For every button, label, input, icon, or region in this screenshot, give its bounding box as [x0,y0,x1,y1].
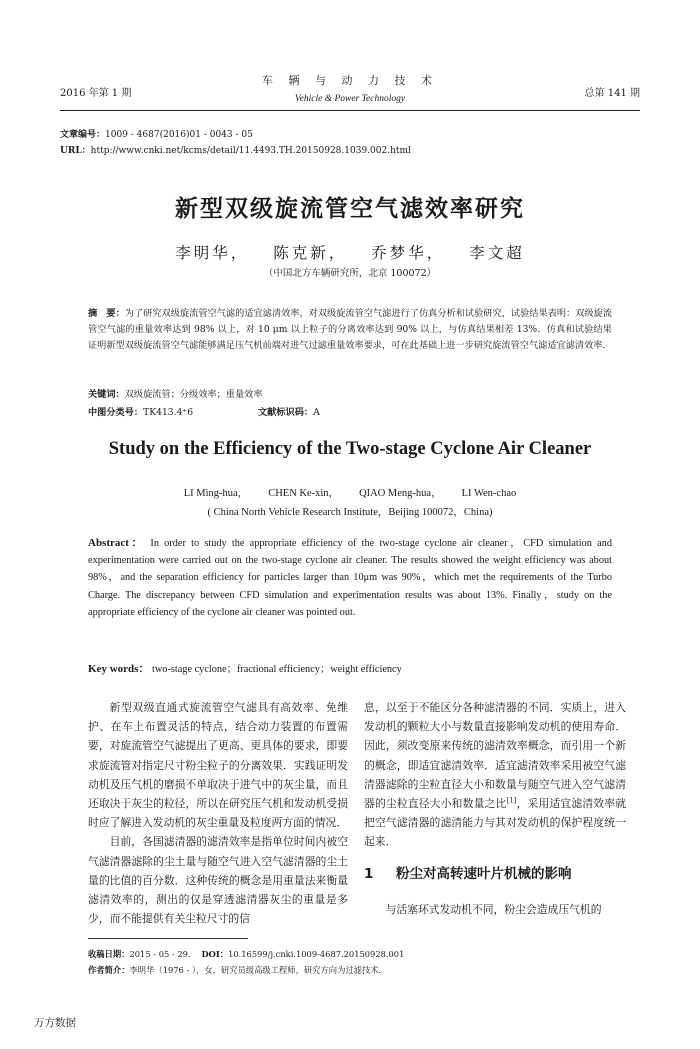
paper-title-zh: 新型双级旋流管空气滤效率研究 [175,196,525,222]
classification-zh [88,404,612,418]
author-zh-2: 陈克新， [273,244,348,262]
author-en-2: CHEN Ke-xin， [268,488,340,499]
abstract-en-text: In order to study the appropriate efficiency of the two-stage cyclone air cleaner，CFD simulation and experimentation were carried out on the two-stage cyclone air cleaner. The results showed the weight efficiency was about 98%，and the separation efficiency for particles larger than 10μm was 90%，which met the requirements of the Turbo Charge. The discrepancy between CFD simulation and experimentation results was about 13%. Finally，study on the appropriate efficiency of the cyclone air cleaner was pointed out. [88,538,612,618]
keywords-zh [88,386,612,400]
document-code-label: 文献标识码： [258,407,314,418]
running-header [60,72,640,108]
citation-ref[interactable]: [1] [506,796,517,805]
body-text: 息，以至于不能区分各种滤清器的不同．实质上，进入发动机的颗粒大小与数量直接影响发动机的使用寿命．因此，须改变原来传统的滤清效率概念，而引用一个新的概念，即适宜滤清效率．适宜滤清效率采用被空气滤清器滤除的尘粒直径大小和数量与随空气进入空气滤清器的尘粒直径大小和数量之比 [364,701,626,811]
section-heading [364,862,572,882]
footnote-rule [88,938,248,939]
body-paragraph [364,698,626,852]
keywords-zh-text: 双级旋流管；分级效率；重量效率 [124,389,263,400]
body-paragraph: 与活塞环式发动机不同，粉尘会造成压气机的 [385,903,602,916]
footnote-author [88,964,640,976]
header-rule [60,110,640,111]
authors-zh [0,241,700,263]
document-code [258,404,320,418]
body-text: ，采用适宜滤清效率就把空气滤清器的滤清能力与其对发动机的保护程度统一起来． [364,797,627,849]
authors-en [0,485,700,500]
author-bio-value: 李明华（1976 - ），女，研究员级高级工程师，研究方向为过滤技术． [129,965,387,975]
document-code-value: A [313,407,320,418]
received-label: 收稿日期： [88,949,130,959]
article-url-value[interactable]: http://www.cnki.net/kcms/detail/11.4493.TH.20150928.1039.002.html [90,146,411,156]
journal-name-en: Vehicle & Power Technology [294,94,406,104]
doi-label: DOI： [201,949,229,959]
clc-label: 中图分类号： [88,407,144,418]
watermark-text: 万方数据 [34,1017,76,1029]
keywords-zh-label: 关键词： [88,389,125,400]
keywords-en [88,660,612,676]
keywords-en-label: Key words： [88,663,150,675]
author-zh-3: 乔梦华， [371,244,446,262]
author-en-1: LI Ming-hua， [183,488,249,499]
doi-value[interactable]: 10.16599/j.cnki.1009-4687.20150928.001 [228,949,405,959]
abstract-zh-label: 摘 要： [88,308,125,319]
article-url [60,143,640,156]
clc-value: TK413.4⁺6 [143,407,194,418]
affiliation-en: ( China North Vehicle Research Institute，Beijing 100072，China) [207,507,493,518]
paper-title-en: Study on the Efficiency of the Two-stage Cyclone Air Cleaner [108,439,592,459]
author-zh-1: 李明华， [175,244,250,262]
abstract-zh [88,306,612,354]
abstract-zh-text: 为了研究双级旋流管空气滤的适宜滤清效率，对双级旋流管空气滤进行了仿真分析和试验研究，试验结果表明：双级旋流管空气滤的重量效率达到 98% 以上，对 10 μm 以上粒子的分离效率达到 90% 以上，与仿真结果相差 13%．仿真和试验结果证明新型双级旋流管空气滤能够满足压气机前端对进气过滤重量效率要求，可在此基础上进一步研究旋流管空气滤适宜滤清效率． [88,308,613,351]
abstract-en-label: Abstract： [88,537,146,549]
received-value: 2015 - 05 - 29． [129,949,197,959]
author-bio-label: 作者简介： [88,965,130,975]
total-issue-label: 总第 141 期 [584,88,640,99]
section-title: 粉尘对高转速叶片机械的影响 [396,866,572,882]
article-number-value: 1009 - 4687(2016)01 - 0043 - 05 [105,130,253,140]
article-number [60,127,640,140]
article-url-label: URL： [60,146,91,156]
affiliation-zh: （中国北方车辆研究所，北京 100072） [263,268,437,279]
article-number-label: 文章编号： [60,130,106,140]
body-paragraph: 新型双级直通式旋流管空气滤具有高效率、免维护、在车上布置灵活的特点，结合动力装置的布置需要，对旋流管空气滤提出了更高、更具体的要求，即要求旋流管对指定尺寸粉尘粒子的分离效果．实践证明发动机及压气机的磨损不单取决于进气中的灰尘量，而且还取决于灰尘的粒径，所以在研究压气机和发动机受损时应了解进入发动机的灰尘重量及粒度两方面的情况． [88,701,348,830]
body-column-left [88,698,348,928]
abstract-en [88,535,612,621]
author-zh-4: 李文超 [469,244,525,262]
section-number: 1 [364,866,374,882]
journal-name [60,72,640,104]
keywords-en-text: two-stage cyclone；fractional efficiency；weight efficiency [152,664,402,675]
author-en-3: QIAO Meng-hua， [359,488,442,499]
author-en-4: LI Wen-chao [461,488,517,499]
issue-label: 2016 年第 1 期 [60,88,132,99]
footnote-received [88,948,640,960]
body-column-right [364,698,626,852]
journal-name-zh: 车 辆 与 动 力 技 术 [262,74,438,87]
body-paragraph: 目前，各国滤清器的滤清效率是指单位时间内被空气滤清器滤除的尘土量与随空气进入空气滤清器的尘土量的比值的百分数．这种传统的概念是用重量法来衡量滤清效率的，测出的仅是穿透滤清器灰尘的重量是多少，而不能提供有关尘粒尺寸的信 [88,835,348,926]
